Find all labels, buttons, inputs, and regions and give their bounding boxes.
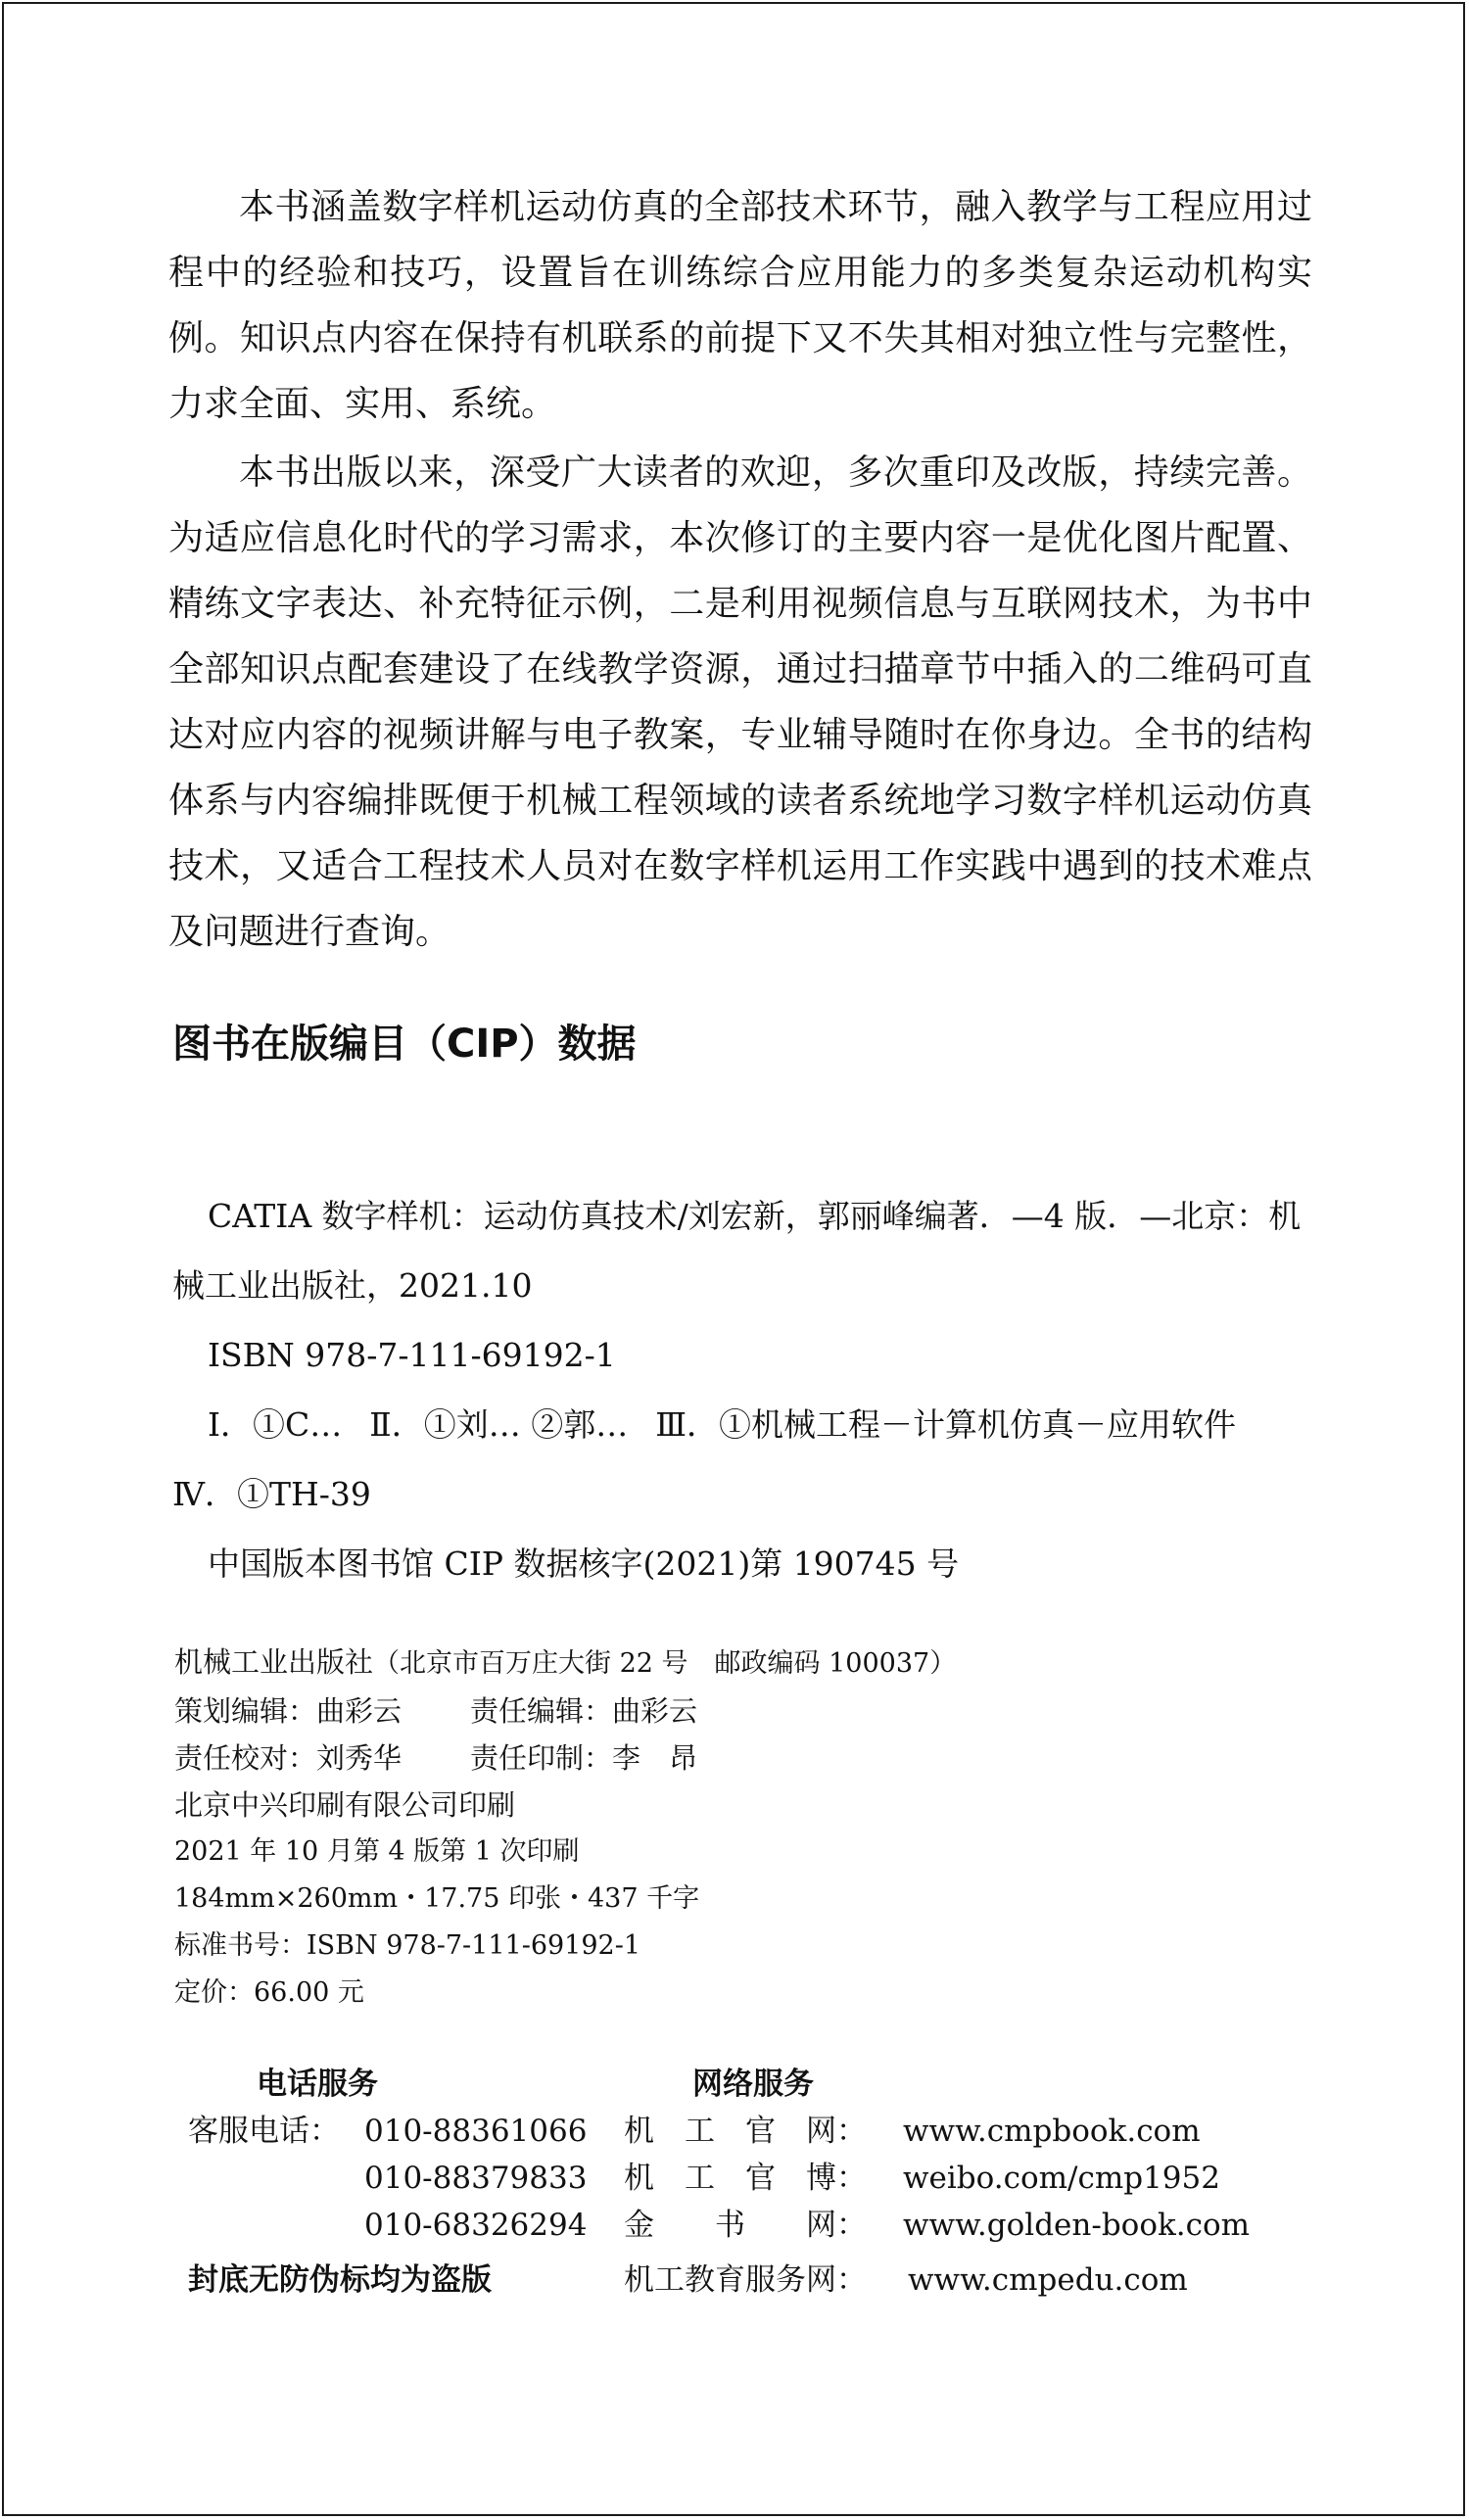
phone-number: 010-88361066 <box>364 2114 588 2149</box>
edu-site-url[interactable]: www.cmpedu.com <box>908 2262 1188 2298</box>
cip-core-number: 中国版本图书馆 CIP 数据核字(2021)第 190745 号 <box>208 1545 960 1583</box>
site-url[interactable]: weibo.com/cmp1952 <box>903 2161 1220 2196</box>
cip-class-c: Ⅰ．①C… <box>208 1405 343 1444</box>
cip-title-line: CATIA 数字样机：运动仿真技术/刘宏新，郭丽峰编著．—4 版．—北京：机 <box>208 1197 1302 1235</box>
service-row <box>188 2155 1304 2202</box>
responsible-editor: 责任编辑：曲彩云 <box>470 1694 698 1728</box>
phone-service-heading: 电话服务 <box>257 2067 378 2102</box>
format-info: 184mm×260mm・17.75 印张・437 千字 <box>174 1883 700 1914</box>
phone-number: 010-88379833 <box>364 2161 588 2196</box>
price: 定价：66.00 元 <box>174 1977 364 2008</box>
publisher-name: 机械工业出版社 <box>174 1645 374 1679</box>
cip-heading: 图书在版编目（CIP）数据 <box>172 1022 637 1067</box>
proof-print-line <box>174 1735 1301 1782</box>
edition-info: 2021 年 10 月第 4 版第 1 次印刷 <box>174 1836 580 1867</box>
printer: 北京中兴印刷有限公司印刷 <box>174 1788 516 1822</box>
anti-piracy-row <box>188 2257 1304 2304</box>
publisher-address: （北京市百万庄大街 22 号 邮政编码 100037） <box>373 1648 957 1679</box>
service-info <box>188 2061 1304 2304</box>
web-service-heading: 网络服务 <box>692 2067 814 2102</box>
edu-site-label: 机工教育服务网： <box>624 2262 867 2298</box>
book-abstract <box>168 174 1312 968</box>
planning-editor: 策划编辑：曲彩云 <box>174 1694 403 1728</box>
service-row <box>188 2108 1304 2155</box>
cip-classification-2: Ⅳ．①TH-39 <box>172 1475 371 1513</box>
editors-line <box>174 1688 1301 1735</box>
abstract-paragraph-1: 本书涵盖数字样机运动仿真的全部技术环节，融入教学与工程应用过程中的经验和技巧，设置旨在训练综合应用能力的多类复杂运动机构实例。知识点内容在保持有机联系的前提下又不失其相对独立性与完整性，力求全面、实用、系统。 <box>168 187 1312 424</box>
hotline-label: 客服电话： <box>188 2114 340 2149</box>
anti-piracy-notice: 封底无防伪标均为盗版 <box>188 2262 492 2298</box>
cip-class-subject: Ⅲ．①机械工程－计算机仿真－应用软件 <box>655 1405 1237 1444</box>
printing-supervisor: 责任印制：李 昂 <box>470 1741 698 1775</box>
site-url[interactable]: www.golden-book.com <box>903 2208 1251 2243</box>
service-row <box>188 2202 1304 2249</box>
publisher-line <box>174 1639 1301 1688</box>
site-url[interactable]: www.cmpbook.com <box>903 2114 1201 2149</box>
cip-class-author: Ⅱ．①刘… ②郭… <box>369 1405 629 1444</box>
phone-number: 010-68326294 <box>364 2208 588 2243</box>
site-label: 机 工 官 博： <box>624 2161 867 2196</box>
service-headings <box>188 2061 1304 2108</box>
site-label: 金 书 网： <box>624 2208 867 2243</box>
proofreader: 责任校对：刘秀华 <box>174 1741 403 1775</box>
cip-isbn: ISBN 978-7-111-69192-1 <box>208 1336 616 1374</box>
imprint-block <box>174 1639 1301 2017</box>
cip-publisher-line: 械工业出版社，2021.10 <box>172 1266 533 1305</box>
cip-classification-1 <box>172 1390 1328 1459</box>
cip-data-block <box>172 1181 1328 1598</box>
standard-isbn: 标准书号：ISBN 978-7-111-69192-1 <box>174 1930 641 1961</box>
abstract-paragraph-2: 本书出版以来，深受广大读者的欢迎，多次重印及改版，持续完善。为适应信息化时代的学习需求，本次修订的主要内容一是优化图片配置、精练文字表达、补充特征示例，二是利用视频信息与互联网技术，为书中全部知识点配套建设了在线教学资源，通过扫描章节中插入的二维码可直达对应内容的视频讲解与电子教案，专业辅导随时在你身边。全书的结构体系与内容编排既便于机械工程领域的读者系统地学习数字样机运动仿真技术，又适合工程技术人员对在数字样机运用工作实践中遇到的技术难点及问题进行查询。 <box>168 452 1312 952</box>
site-label: 机 工 官 网： <box>624 2114 867 2149</box>
